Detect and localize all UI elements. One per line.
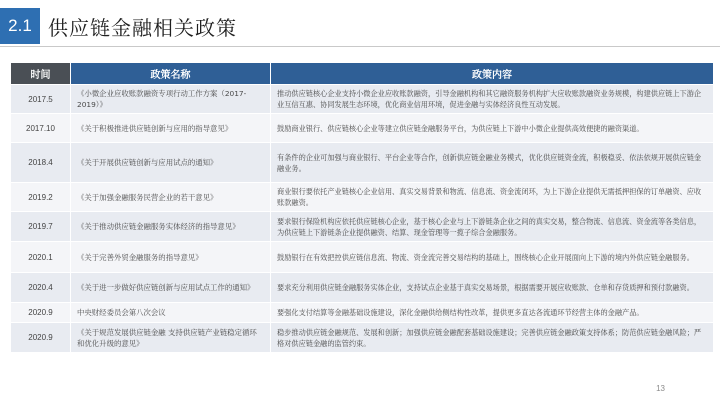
header-policy-name: 政策名称 <box>71 63 271 85</box>
row-policy-name: 《关于进一步做好供应链创新与应用试点工作的通知》 <box>71 273 271 303</box>
row-policy-content: 要求银行保险机构应依托供应链核心企业，基于核心企业与上下游链条企业之间的真实交易，整合物流、信息流、资金流等各类信息，为供应链上下游链条企业提供融资、结算、现金管理等一揽子综合金融服务。 <box>271 212 714 242</box>
row-policy-content: 稳步推动供应链金融规范、发展和创新；加强供应链金融配套基础设施建设；完善供应链金融政策支持体系；防范供应链金融风险；严格对供应链金融的监管约束。 <box>271 323 714 353</box>
table-row <box>11 273 714 303</box>
header-time: 时间 <box>11 63 71 85</box>
row-policy-name: 《关于积极推进供应链创新与应用的指导意见》 <box>71 114 271 143</box>
row-time: 2020.4 <box>11 273 71 303</box>
row-policy-name: 《小微企业应收账款融资专项行动工作方案（2017-2019）》 <box>71 85 271 114</box>
row-time: 2020.9 <box>11 303 71 323</box>
row-policy-content: 有条件的企业可加强与商业银行、平台企业等合作，创新供应链金融业务模式，优化供应链资金流，积极稳妥、依法依规开展供应链金融业务。 <box>271 143 714 183</box>
table-row <box>11 183 714 212</box>
row-time: 2017.5 <box>11 85 71 114</box>
row-policy-name: 中央财经委员会第八次会议 <box>71 303 271 323</box>
table-row <box>11 114 714 143</box>
page-title: 供应链金融相关政策 <box>48 16 237 40</box>
row-time: 2020.9 <box>11 323 71 353</box>
table-row <box>11 323 714 353</box>
row-time: 2019.7 <box>11 212 71 242</box>
row-policy-name: 《关于加强金融服务民营企业的若干意见》 <box>71 183 271 212</box>
row-policy-content: 鼓励银行在有效把控供应链信息流、物流、资金流完善交易结构的基础上，围绕核心企业开展面向上下游的境内外供应链金融服务。 <box>271 242 714 273</box>
table-row <box>11 85 714 114</box>
table-row <box>11 242 714 273</box>
page-header <box>0 8 720 52</box>
header-policy-content: 政策内容 <box>271 63 714 85</box>
section-number-badge: 2.1 <box>0 8 40 44</box>
row-policy-name: 《关于完善外贸金融服务的指导意见》 <box>71 242 271 273</box>
row-policy-content: 要求充分利用供应链金融服务实体企业，支持试点企业基于真实交易场景，根据需要开展应收账款、仓单和存货质押和预付款融资。 <box>271 273 714 303</box>
row-policy-content: 要强化支付结算等金融基础设施建设，深化金融供给侧结构性改革，提供更多直达各流通环节经营主体的金融产品。 <box>271 303 714 323</box>
table-row <box>11 303 714 323</box>
row-time: 2017.10 <box>11 114 71 143</box>
table-row <box>11 143 714 183</box>
row-time: 2018.4 <box>11 143 71 183</box>
row-time: 2020.1 <box>11 242 71 273</box>
table-header-row <box>11 63 714 85</box>
row-time: 2019.2 <box>11 183 71 212</box>
row-policy-content: 鼓励商业银行、供应链核心企业等建立供应链金融服务平台，为供应链上下游中小微企业提供高效便捷的融资渠道。 <box>271 114 714 143</box>
table-row <box>11 212 714 242</box>
row-policy-name: 《关于开展供应链创新与应用试点的通知》 <box>71 143 271 183</box>
row-policy-content: 商业银行要依托产业链核心企业信用、真实交易背景和物流、信息流、资金流闭环，为上下游企业提供无需抵押担保的订单融资、应收账款融资。 <box>271 183 714 212</box>
title-divider <box>0 46 720 47</box>
page-number: 13 <box>656 384 665 393</box>
row-policy-content: 推动供应链核心企业支持小微企业应收账款融资，引导金融机构和其它融资服务机构扩大应收账款融资业务规模，构建供应链上下游企业互信互惠、协同发展生态环境，优化商业信用环境，促进金融与实体经济良性互动发展。 <box>271 85 714 114</box>
row-policy-name: 《关于推动供应链金融服务实体经济的指导意见》 <box>71 212 271 242</box>
row-policy-name: 《关于规范发展供应链金融 支持供应链产业链稳定循环和优化升级的意见》 <box>71 323 271 353</box>
policy-table <box>10 62 714 353</box>
